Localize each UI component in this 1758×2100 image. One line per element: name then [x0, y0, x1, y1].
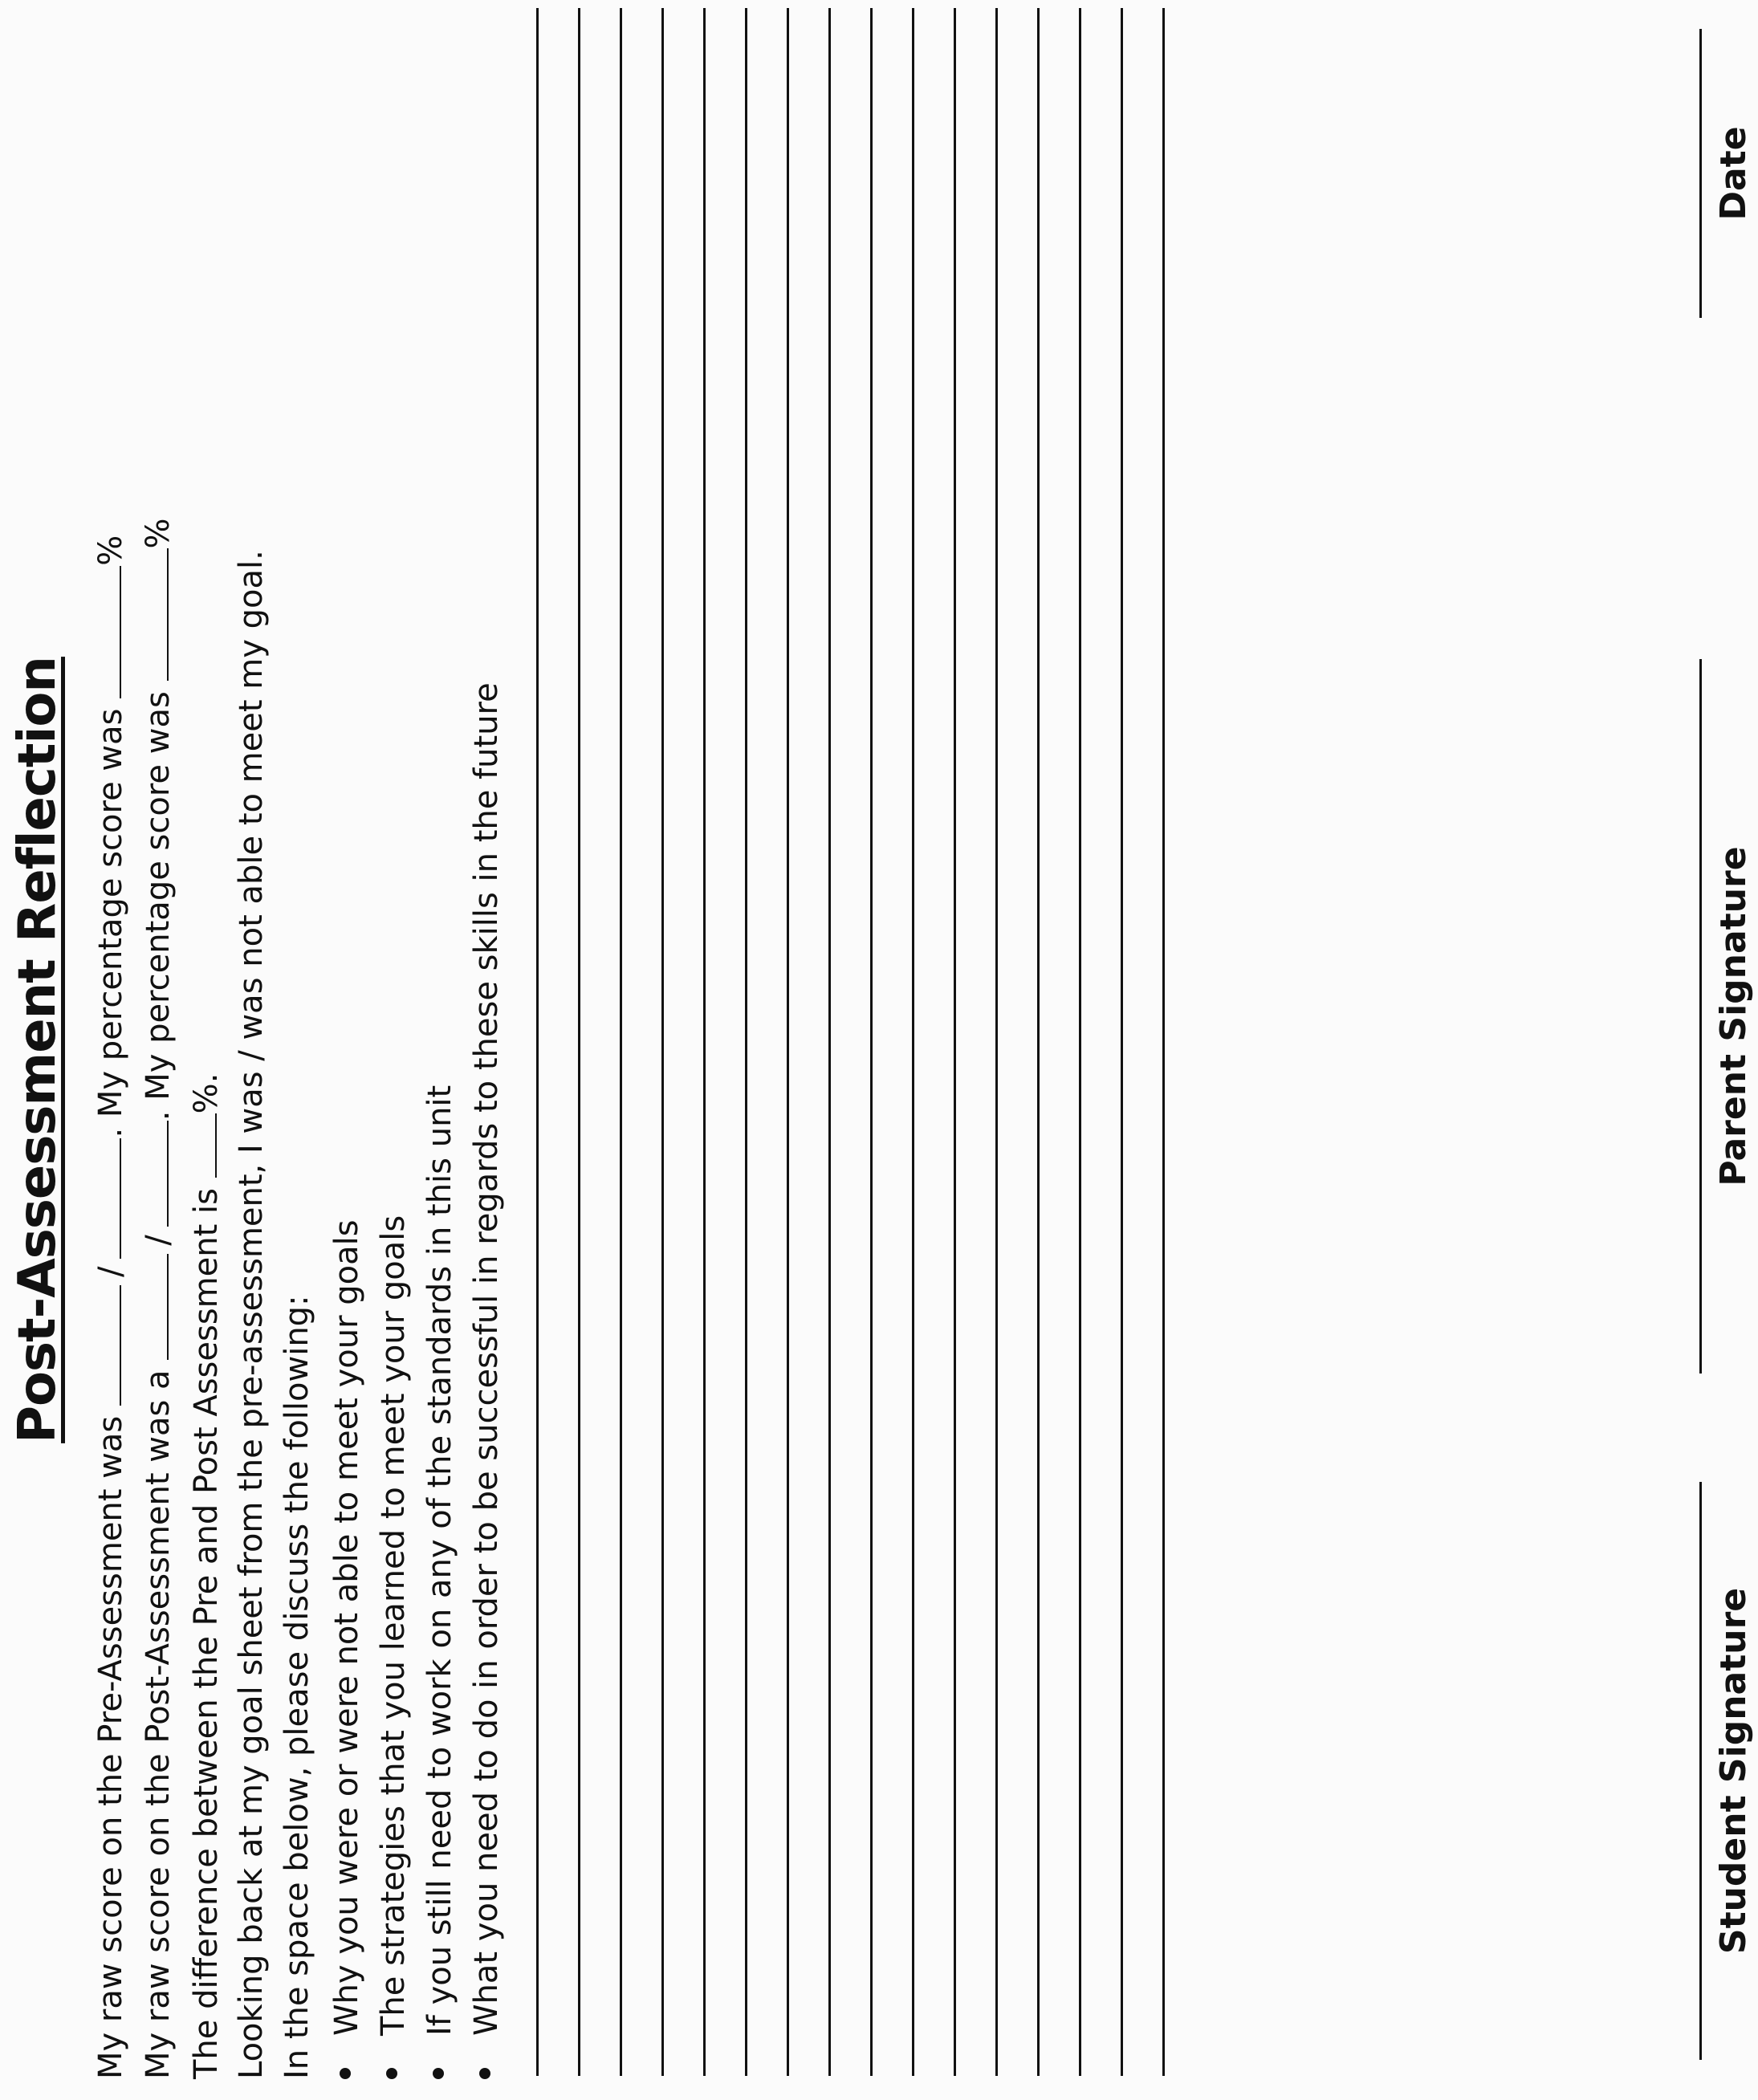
pre-raw-score-blank[interactable]: [91, 1285, 121, 1406]
writing-line[interactable]: [787, 8, 789, 2076]
writing-line[interactable]: [1121, 8, 1123, 2076]
page-title: Post-Assessment Reflection: [8, 657, 67, 1443]
pre-percentage-label: . My percentage score was: [92, 708, 129, 1138]
post-raw-total-blank[interactable]: [138, 1121, 169, 1227]
date-line[interactable]: [1699, 29, 1702, 318]
student-signature-label: Student Signature: [1713, 1587, 1754, 1955]
writing-line[interactable]: [828, 8, 831, 2076]
parent-signature-label: Parent Signature: [1713, 846, 1754, 1186]
difference-blank[interactable]: [186, 1113, 217, 1178]
bullet-icon: [433, 2068, 444, 2079]
writing-line[interactable]: [995, 8, 998, 2076]
pre-raw-label: My raw score on the Pre-Assessment was: [92, 1415, 129, 2079]
bullet-item: What you need to do in order to be successful in regards to these skills in the future: [470, 682, 503, 2079]
pre-percentage-blank[interactable]: [91, 566, 121, 698]
writing-line[interactable]: [703, 8, 706, 2076]
student-signature-line[interactable]: [1699, 1482, 1702, 2060]
bullet-icon: [479, 2068, 490, 2079]
post-percentage-label: . My percentage score was: [140, 691, 177, 1121]
difference-percent: %.: [188, 1072, 225, 1114]
bullet-icon: [340, 2068, 351, 2079]
writing-line[interactable]: [1037, 8, 1040, 2076]
post-raw-slash: /: [140, 1235, 177, 1246]
writing-line[interactable]: [870, 8, 873, 2076]
post-raw-label: My raw score on the Post-Assessment was a: [140, 1369, 177, 2079]
writing-line[interactable]: [661, 8, 664, 2076]
bullet-icon: [386, 2068, 397, 2079]
pre-assessment-score-line: [91, 535, 127, 2079]
post-raw-score-blank[interactable]: [138, 1254, 169, 1360]
difference-label: The difference between the Pre and Post Assessment is: [188, 1188, 225, 2079]
post-assessment-score-line: [138, 518, 177, 2079]
post-percentage-blank[interactable]: [138, 548, 169, 681]
writing-line[interactable]: [1079, 8, 1081, 2076]
writing-line[interactable]: [1162, 8, 1165, 2076]
writing-line[interactable]: [578, 8, 580, 2076]
bullet-item: If you still need to work on any of the standards in this unit: [424, 1085, 456, 2079]
bullet-item: Why you were or were not able to meet your goals: [331, 1219, 363, 2079]
writing-line[interactable]: [912, 8, 914, 2076]
pre-percent-sign: %: [92, 535, 129, 566]
post-percent-sign: %: [140, 518, 177, 549]
difference-line: [186, 1072, 225, 2079]
bullet-item: The strategies that you learned to meet your goals: [377, 1215, 409, 2079]
writing-line[interactable]: [620, 8, 622, 2076]
date-label: Date: [1713, 126, 1754, 221]
parent-signature-line[interactable]: [1699, 659, 1702, 1374]
pre-raw-slash: /: [92, 1266, 129, 1278]
discuss-intro: In the space below, please discuss the following:: [279, 1295, 315, 2079]
writing-line[interactable]: [745, 8, 747, 2076]
writing-line[interactable]: [536, 8, 539, 2076]
pre-raw-total-blank[interactable]: [91, 1138, 121, 1259]
writing-line[interactable]: [954, 8, 956, 2076]
goal-reflection-line: Looking back at my goal sheet from the pre-assessment, I was / was not able to meet my goal.: [233, 550, 270, 2079]
